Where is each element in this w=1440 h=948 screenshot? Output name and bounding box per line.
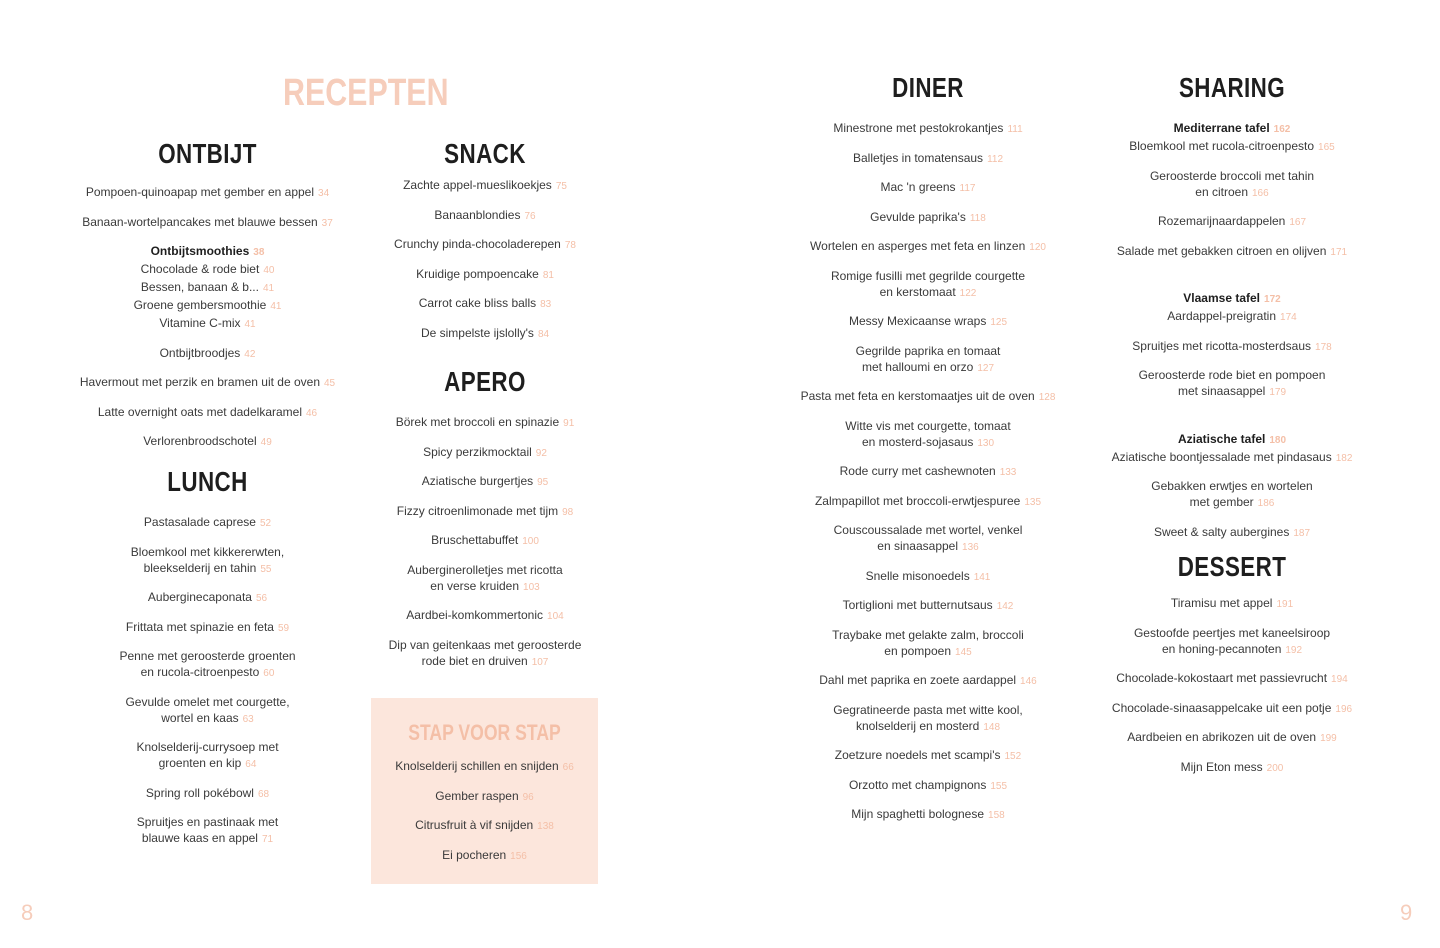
recipe-entry xyxy=(790,418,1066,452)
recipe-entry xyxy=(70,374,345,392)
recipe-entry xyxy=(1100,243,1364,261)
sub-recipe xyxy=(1100,308,1364,326)
recipe-title: Verlorenbroodschotel xyxy=(143,434,257,448)
sub-recipe-title: Aziatische boontjessalade met pindasaus xyxy=(1111,449,1332,464)
recipe-entry xyxy=(70,404,345,422)
recipe-entry xyxy=(790,597,1066,615)
recipe-title: Mijn Eton mess xyxy=(1180,759,1263,774)
recipe-title: Fizzy citroenlimonade met tijm xyxy=(396,503,559,518)
recipe-title: blauwe kaas en appel xyxy=(141,831,258,845)
page-ref: 75 xyxy=(555,181,567,192)
recipe-title: Messy Mexicaanse wraps xyxy=(848,314,987,328)
page-ref: 174 xyxy=(1280,312,1297,323)
recipe-title: Spruitjes en pastinaak met xyxy=(136,815,279,829)
page-ref: 162 xyxy=(1273,124,1291,135)
page-ref: 40 xyxy=(263,265,275,276)
recipe-title: Gestoofde peertjes met kaneelsiroop xyxy=(1133,625,1331,640)
recipe-title: en citroen xyxy=(1195,184,1248,199)
page-ref: 38 xyxy=(253,247,265,258)
recipe-title: met gember xyxy=(1189,495,1254,509)
recipe-title: Gember raspen xyxy=(435,788,519,803)
recipe-title: Balletjes in tomatensaus xyxy=(852,150,984,165)
page-ref: 111 xyxy=(1007,124,1023,135)
page-ref: 52 xyxy=(259,518,272,529)
recipe-entry xyxy=(790,150,1066,168)
section-apero xyxy=(372,365,598,682)
page-ref: 191 xyxy=(1276,599,1294,610)
recipe-title: Salade met gebakken citroen en olijven xyxy=(1116,243,1327,258)
recipe-title: Rode curry met cashewnoten xyxy=(839,464,996,478)
sub-recipe-title: Vitamine C-mix xyxy=(159,316,241,330)
page-ref: 152 xyxy=(1004,751,1022,762)
group-title: Mediterrane tafel xyxy=(1173,121,1270,135)
recipe-list xyxy=(1100,595,1364,777)
page-ref: 103 xyxy=(523,581,540,593)
section-heading: LUNCH xyxy=(167,466,248,497)
recipe-entry xyxy=(790,313,1066,331)
page-ref: 178 xyxy=(1315,341,1332,353)
recipe-title: Carrot cake bliss balls xyxy=(418,296,537,310)
recipe-entry xyxy=(372,177,598,195)
page-ref: 118 xyxy=(969,212,986,224)
recipe-entry xyxy=(70,514,345,532)
page-ref: 45 xyxy=(324,378,336,389)
recipe-entry xyxy=(790,672,1066,690)
section-heading: DESSERT xyxy=(1177,551,1287,582)
recipe-entry xyxy=(790,463,1066,481)
sub-recipe-title: Bloemkool met rucola-citroenpesto xyxy=(1129,139,1315,153)
recipe-title: Aardbeien en abrikozen uit de oven xyxy=(1127,730,1317,744)
page-ref: 71 xyxy=(261,834,274,845)
recipe-title: Chocolade-kokostaart met passievrucht xyxy=(1116,671,1328,685)
technique-list xyxy=(371,758,598,865)
recipe-entry xyxy=(70,785,345,803)
recipe-list xyxy=(70,514,345,848)
recipe-title: en honing-pecannoten xyxy=(1161,641,1282,656)
recipe-entry xyxy=(371,847,598,865)
recipe-title: Havermout met perzik en bramen uit de oven xyxy=(79,375,320,389)
recipe-entry xyxy=(1100,478,1364,512)
page-ref: 148 xyxy=(983,721,1001,733)
recipe-title: Citrusfruit à vif snijden xyxy=(415,818,534,832)
recipe-entry xyxy=(70,694,345,728)
recipe-entry xyxy=(790,179,1066,197)
recipe-entry xyxy=(1100,595,1364,613)
page-ref: 199 xyxy=(1320,733,1337,744)
section-dessert xyxy=(1100,550,1364,788)
recipe-title: De simpelste ijslolly's xyxy=(420,325,534,340)
recipe-title: met halloumi en orzo xyxy=(861,359,974,374)
recipe-entry xyxy=(371,758,598,776)
section-snack xyxy=(372,137,598,354)
recipe-entry xyxy=(790,747,1066,765)
recipe-entry xyxy=(790,806,1066,824)
page-ref: 179 xyxy=(1269,387,1287,398)
recipe-title: Aziatische burgertjes xyxy=(421,474,534,488)
page-ref: 37 xyxy=(321,217,333,229)
sub-recipe-title: Groene gembersmoothie xyxy=(133,298,267,312)
page-ref: 122 xyxy=(959,287,977,299)
recipe-entry xyxy=(372,607,598,625)
sub-recipe xyxy=(1100,138,1364,156)
recipe-entry xyxy=(372,532,598,550)
recipe-list xyxy=(372,177,598,343)
section-heading: ONTBIJT xyxy=(158,138,257,169)
recipe-entry xyxy=(790,568,1066,586)
recipe-title: Zachte appel-mueslikoekjes xyxy=(403,178,552,192)
recipe-entry xyxy=(372,637,598,671)
sub-recipe xyxy=(70,297,345,315)
recipe-title: Crunchy pinda-chocoladerepen xyxy=(394,237,561,251)
page-ref: 96 xyxy=(522,791,534,803)
page-ref: 192 xyxy=(1285,644,1303,656)
page-ref: 92 xyxy=(535,447,547,459)
recipe-title: bleekselderij en tahin xyxy=(143,560,257,575)
recipe-entry xyxy=(70,214,345,232)
page-ref: 146 xyxy=(1020,676,1037,687)
recipe-title: Knolselderij schillen en snijden xyxy=(395,759,559,773)
recipe-group xyxy=(1100,120,1364,156)
page-ref: 59 xyxy=(277,622,290,634)
recipe-title: Sweet & salty aubergines xyxy=(1153,524,1290,539)
recipe-entry xyxy=(1100,213,1364,231)
recipe-entry xyxy=(70,814,345,848)
recipe-entry xyxy=(372,414,598,432)
page-ref: 56 xyxy=(255,593,268,604)
recipe-entry xyxy=(372,295,598,313)
recipe-title: en pompoen xyxy=(884,643,952,658)
recipe-list xyxy=(372,414,598,671)
recipe-entry xyxy=(790,388,1066,406)
recipe-entry xyxy=(790,627,1066,661)
page-ref: 78 xyxy=(564,240,576,251)
page-ref: 200 xyxy=(1266,762,1284,774)
page-ref: 145 xyxy=(955,646,972,658)
page-ref: 194 xyxy=(1331,674,1348,685)
recipe-entry xyxy=(790,238,1066,256)
page-ref: 41 xyxy=(270,301,282,312)
page-ref: 46 xyxy=(306,407,318,419)
recipe-entry xyxy=(70,433,345,451)
recipe-title: Minestrone met pestokrokantjes xyxy=(833,121,1004,135)
sub-recipe xyxy=(70,279,345,297)
recipe-entry xyxy=(1100,168,1364,202)
section-heading: APERO xyxy=(444,366,526,397)
page-ref: 155 xyxy=(990,780,1008,792)
sub-recipe-title: Bessen, banaan & b... xyxy=(140,280,259,294)
recipe-title: Zoetzure noedels met scampi's xyxy=(834,748,1001,762)
page-title: RECEPTEN xyxy=(283,72,449,114)
recipe-entry xyxy=(372,444,598,462)
recipe-title: Gebakken erwtjes en wortelen xyxy=(1151,479,1313,493)
recipe-title: Frittata met spinazie en feta xyxy=(125,619,274,634)
recipe-title: Knolselderij-currysoep met xyxy=(136,740,279,754)
recipe-entry xyxy=(372,236,598,254)
recipe-title: Kruidige pompoencake xyxy=(416,266,539,281)
recipe-title: Orzotto met champignons xyxy=(848,777,987,792)
recipe-entry xyxy=(790,493,1066,511)
page-ref: 76 xyxy=(524,210,536,222)
page-ref: 142 xyxy=(996,601,1014,612)
page-ref: 156 xyxy=(510,850,527,862)
recipe-title: groenten en kip xyxy=(158,756,242,770)
recipe-entry xyxy=(70,739,345,773)
step-by-step-box xyxy=(371,698,598,884)
recipe-title: Chocolade-sinaasappelcake uit een potje xyxy=(1111,700,1332,715)
recipe-entry xyxy=(70,619,345,637)
recipe-entry xyxy=(1100,700,1364,718)
recipe-entry xyxy=(70,184,345,202)
recipe-entry xyxy=(1100,729,1364,747)
recipe-title: Mijn spaghetti bolognese xyxy=(851,807,985,821)
recipe-title: Snelle misonoedels xyxy=(865,568,970,583)
recipe-group xyxy=(1100,290,1364,326)
recipe-entry xyxy=(372,562,598,596)
recipe-list xyxy=(70,184,345,451)
recipe-entry xyxy=(1100,367,1364,401)
group-title: Vlaamse tafel xyxy=(1183,291,1261,305)
page-ref: 171 xyxy=(1330,246,1348,258)
recipe-entry xyxy=(790,268,1066,302)
recipe-title: Tortiglioni met butternutsaus xyxy=(842,598,993,612)
recipe-title: knolselderij en mosterd xyxy=(855,718,980,733)
page-ref: 104 xyxy=(547,611,564,622)
page-ref: 84 xyxy=(537,328,550,340)
recipe-entry xyxy=(1100,670,1364,688)
recipe-entry xyxy=(372,266,598,284)
sub-recipe xyxy=(70,315,345,333)
sub-recipe-title: Chocolade & rode biet xyxy=(140,262,260,276)
recipe-group xyxy=(70,243,345,333)
recipe-title: Spicy perzikmocktail xyxy=(423,444,532,459)
recipe-title: Couscoussalade met wortel, venkel xyxy=(833,523,1023,537)
recipe-entry xyxy=(1100,625,1364,659)
recipe-title: Gevulde omelet met courgette, xyxy=(125,694,290,709)
sub-recipe xyxy=(1100,449,1364,467)
page-ref: 133 xyxy=(999,467,1017,478)
recipe-title: Gevulde paprika's xyxy=(870,209,966,224)
page-ref: 112 xyxy=(987,153,1004,165)
recipe-entry xyxy=(70,648,345,682)
recipe-title: Aardbei-komkommertonic xyxy=(406,608,544,622)
page-ref: 187 xyxy=(1293,527,1311,539)
page-ref: 49 xyxy=(260,437,272,448)
page-ref: 107 xyxy=(531,656,549,668)
recipe-title: Banaan-wortelpancakes met blauwe bessen xyxy=(82,214,318,229)
recipe-title: Spring roll pokébowl xyxy=(145,785,254,800)
recipe-title: Auberginecaponata xyxy=(147,590,252,604)
recipe-entry xyxy=(70,544,345,578)
recipe-title: en mosterd-sojasaus xyxy=(861,434,974,449)
recipe-entry xyxy=(1100,338,1364,356)
page-ref: 91 xyxy=(563,418,575,429)
recipe-entry xyxy=(372,207,598,225)
recipe-title: Latte overnight oats met dadelkaramel xyxy=(97,404,302,419)
section-heading: DINER xyxy=(892,72,964,103)
page-ref: 83 xyxy=(540,299,552,310)
recipe-title: wortel en kaas xyxy=(161,710,239,725)
recipe-title: Börek met broccoli en spinazie xyxy=(395,415,560,429)
recipe-title: Mac 'n greens xyxy=(880,180,956,194)
page-ref: 120 xyxy=(1029,242,1046,253)
recipe-title: en rucola-citroenpesto xyxy=(140,665,260,679)
recipe-title: en sinaasappel xyxy=(877,539,959,553)
page-ref: 127 xyxy=(977,362,995,374)
page-ref: 64 xyxy=(245,759,257,770)
page-ref: 180 xyxy=(1269,434,1287,446)
recipe-entry xyxy=(70,589,345,607)
recipe-list xyxy=(790,120,1066,824)
page-ref: 41 xyxy=(244,319,256,330)
page-ref: 141 xyxy=(973,571,991,583)
section-ontbijt xyxy=(70,137,345,463)
page-number-left: 8 xyxy=(21,900,34,925)
recipe-title: Geroosterde rode biet en pompoen xyxy=(1138,368,1326,382)
recipe-entry xyxy=(371,817,598,835)
recipe-entry xyxy=(372,325,598,343)
recipe-entry xyxy=(790,343,1066,377)
box-heading: STAP VOOR STAP xyxy=(408,720,561,745)
recipe-entry xyxy=(790,777,1066,795)
sub-recipe xyxy=(70,261,345,279)
recipe-entry xyxy=(790,702,1066,736)
recipe-title: en kerstomaat xyxy=(879,284,956,299)
recipe-entry xyxy=(790,209,1066,227)
section-sharing xyxy=(1100,71,1364,553)
page-ref: 138 xyxy=(537,821,554,832)
page-ref: 136 xyxy=(962,542,979,553)
recipe-title: Gegratineerde pasta met witte kool, xyxy=(833,702,1023,717)
recipe-title: Wortelen en asperges met feta en linzen xyxy=(810,239,1026,253)
recipe-entry xyxy=(1100,524,1364,542)
page-ref: 98 xyxy=(562,506,574,518)
recipe-group xyxy=(1100,431,1364,467)
sub-recipe-title: Aardappel-preigratin xyxy=(1167,309,1277,323)
page-ref: 186 xyxy=(1257,498,1275,509)
recipe-title: Witte vis met courgette, tomaat xyxy=(845,418,1011,433)
page-ref: 42 xyxy=(244,348,256,360)
recipe-title: Spruitjes met ricotta-mosterdsaus xyxy=(1132,338,1312,353)
recipe-title: Romige fusilli met gegrilde courgette xyxy=(830,268,1026,283)
recipe-title: Banaanblondies xyxy=(434,207,521,222)
section-diner xyxy=(790,71,1066,836)
recipe-title: Geroosterde broccoli met tahin xyxy=(1149,168,1315,183)
page-ref: 165 xyxy=(1318,142,1335,153)
recipe-title: Traybake met gelakte zalm, broccoli xyxy=(832,627,1024,642)
recipe-list xyxy=(1100,120,1364,542)
section-lunch xyxy=(70,465,345,860)
page-ref: 81 xyxy=(542,269,554,281)
section-heading: SNACK xyxy=(444,138,526,169)
page-ref: 182 xyxy=(1335,452,1353,464)
page-ref: 95 xyxy=(537,477,549,488)
recipe-title: Penne met geroosterde groenten xyxy=(119,649,296,663)
recipe-title: Dip van geitenkaas met geroosterde xyxy=(388,637,582,652)
recipe-title: Bruschettabuffet xyxy=(431,533,519,547)
recipe-title: Bloemkool met kikkererwten, xyxy=(130,544,285,559)
page-ref: 167 xyxy=(1289,217,1307,228)
page-ref: 100 xyxy=(522,536,539,547)
recipe-title: Ei pocheren xyxy=(442,847,507,862)
recipe-title: Tiramisu met appel xyxy=(1170,596,1273,610)
recipe-entry xyxy=(372,503,598,521)
recipe-title: met sinaasappel xyxy=(1177,384,1266,398)
recipe-title: Dahl met paprika en zoete aardappel xyxy=(819,673,1017,687)
recipe-title: Auberginerolletjes met ricotta xyxy=(407,562,563,577)
page-ref: 166 xyxy=(1252,187,1269,199)
page-ref: 68 xyxy=(257,788,270,800)
page-ref: 130 xyxy=(977,437,995,449)
recipe-title: Pasta met feta en kerstomaatjes uit de oven xyxy=(800,389,1035,403)
recipe-entry xyxy=(790,522,1066,556)
page-ref: 41 xyxy=(262,283,275,294)
page-ref: 63 xyxy=(242,713,254,725)
recipe-entry xyxy=(1100,759,1364,777)
recipe-entry xyxy=(371,788,598,806)
page-ref: 55 xyxy=(260,563,272,575)
page-ref: 128 xyxy=(1038,392,1056,403)
page-ref: 158 xyxy=(988,810,1005,821)
recipe-title: Pompoen-quinoapap met gember en appel xyxy=(85,185,315,199)
page-ref: 196 xyxy=(1335,703,1353,715)
page-ref: 60 xyxy=(263,668,275,679)
recipe-title: Pastasalade caprese xyxy=(143,515,256,529)
recipe-title: Ontbijtbroodjes xyxy=(159,345,241,360)
page-number-right: 9 xyxy=(1400,900,1413,925)
page-ref: 34 xyxy=(318,188,330,199)
group-title: Aziatische tafel xyxy=(1177,431,1266,446)
group-title: Ontbijtsmoothies xyxy=(150,244,250,258)
page-ref: 117 xyxy=(959,183,976,194)
page-ref: 125 xyxy=(990,317,1008,328)
page-ref: 172 xyxy=(1264,294,1281,305)
recipe-title: Gegrilde paprika en tomaat xyxy=(855,343,1001,358)
recipe-entry xyxy=(372,473,598,491)
recipe-entry xyxy=(790,120,1066,138)
section-heading: SHARING xyxy=(1178,72,1286,103)
recipe-title: en verse kruiden xyxy=(430,578,520,593)
recipe-title: Rozemarijnaardappelen xyxy=(1157,214,1286,228)
recipe-title: rode biet en druiven xyxy=(421,653,528,668)
recipe-title: Zalmpapillot met broccoli-erwtjespuree xyxy=(814,493,1021,508)
page-ref: 66 xyxy=(562,762,574,773)
page-ref: 135 xyxy=(1024,496,1042,508)
recipe-entry xyxy=(70,345,345,363)
